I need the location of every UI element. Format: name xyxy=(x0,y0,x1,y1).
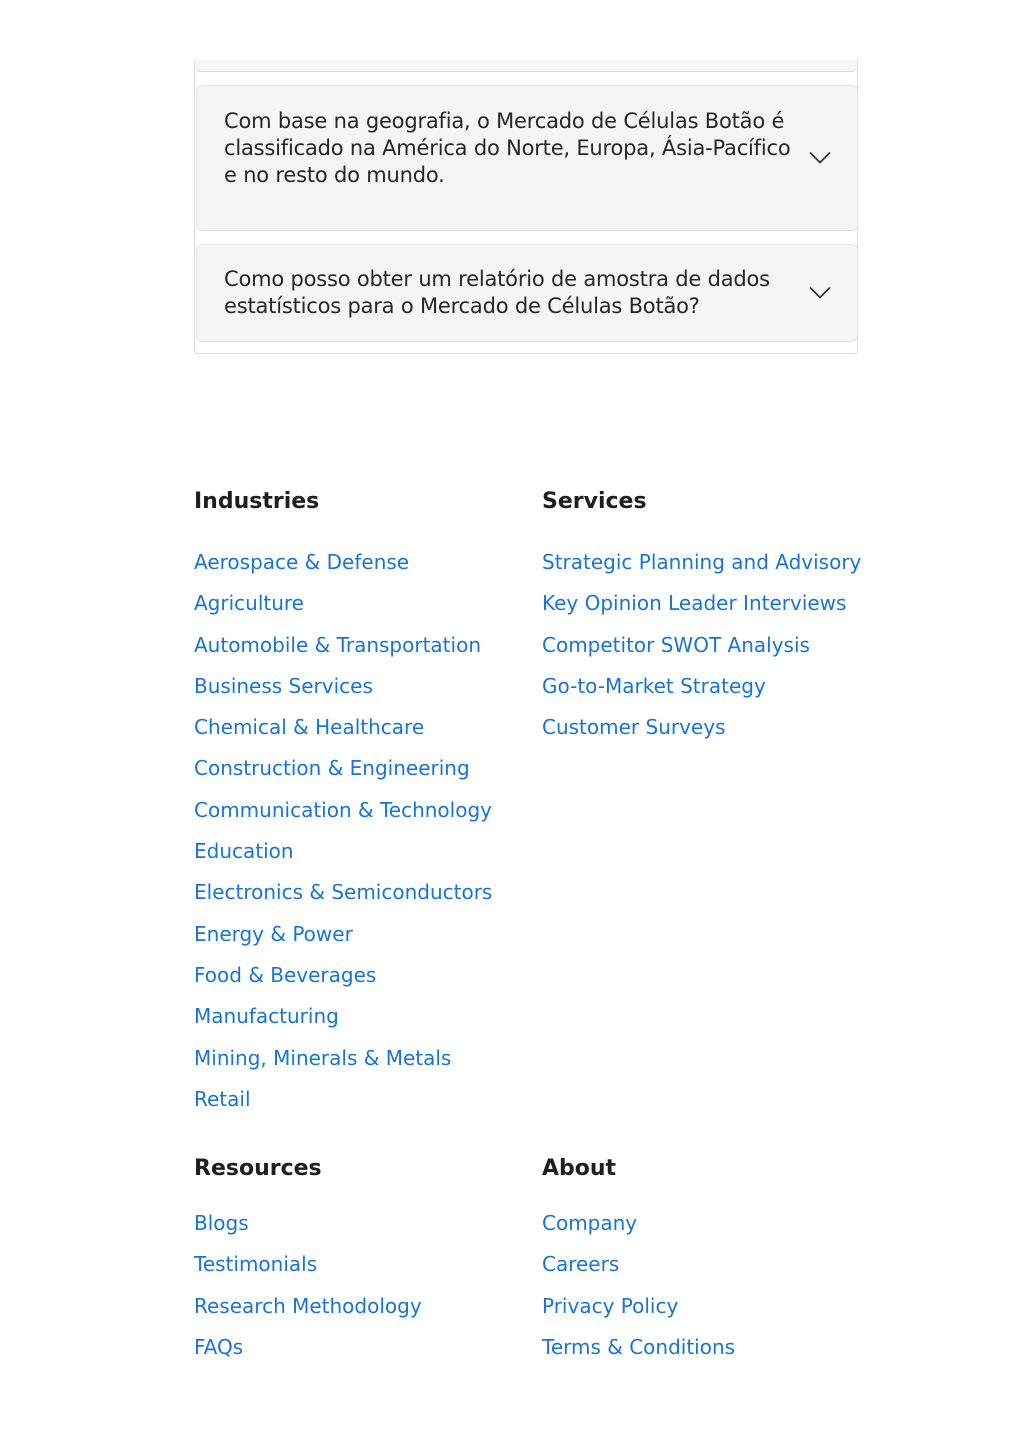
industry-link-food[interactable]: Food & Beverages xyxy=(194,962,377,987)
faq-accordion xyxy=(194,60,858,354)
industry-link-retail[interactable]: Retail xyxy=(194,1086,251,1111)
footer-heading-services: Services xyxy=(542,489,647,514)
industry-link-automobile[interactable]: Automobile & Transportation xyxy=(194,632,481,657)
industry-link-manufacturing[interactable]: Manufacturing xyxy=(194,1004,339,1029)
footer-heading-about: About xyxy=(542,1156,617,1181)
industry-link-business-services[interactable]: Business Services xyxy=(194,673,373,698)
chevron-down-icon[interactable] xyxy=(809,286,831,300)
faq-item-previous[interactable] xyxy=(195,60,857,72)
resource-link-research-methodology[interactable]: Research Methodology xyxy=(194,1293,422,1318)
service-link-kol-interviews[interactable]: Key Opinion Leader Interviews xyxy=(542,591,847,616)
resource-link-blogs[interactable]: Blogs xyxy=(194,1211,249,1235)
faq-item[interactable] xyxy=(196,244,858,342)
faq-question: Com base na geografia, o Mercado de Células Botão é classificado na América do Norte, Europa, Ásia-Pacífico e no resto do mundo. xyxy=(224,109,791,187)
faq-question: Como posso obter um relatório de amostra de dados estatísticos para o Mercado de Células Botão? xyxy=(224,267,770,318)
industry-link-communication[interactable]: Communication & Technology xyxy=(194,797,492,822)
faq-item[interactable] xyxy=(196,85,858,231)
resource-link-testimonials[interactable]: Testimonials xyxy=(194,1252,318,1277)
industry-link-education[interactable]: Education xyxy=(194,839,294,864)
services-links xyxy=(542,549,872,755)
industry-link-agriculture[interactable]: Agriculture xyxy=(194,591,304,616)
footer-heading-resources: Resources xyxy=(194,1156,322,1181)
service-link-swot[interactable]: Competitor SWOT Analysis xyxy=(542,632,810,657)
industry-link-chemical[interactable]: Chemical & Healthcare xyxy=(194,715,425,740)
industry-link-aerospace[interactable]: Aerospace & Defense xyxy=(194,550,410,574)
chevron-down-icon[interactable] xyxy=(809,151,831,165)
service-link-strategic-planning[interactable]: Strategic Planning and Advisory xyxy=(542,550,862,574)
about-link-terms[interactable]: Terms & Conditions xyxy=(542,1334,736,1359)
footer-heading-industries: Industries xyxy=(194,489,320,514)
resources-links xyxy=(194,1210,524,1375)
about-link-careers[interactable]: Careers xyxy=(542,1252,620,1277)
industry-link-construction[interactable]: Construction & Engineering xyxy=(194,756,470,781)
industry-link-mining[interactable]: Mining, Minerals & Metals xyxy=(194,1045,452,1070)
footer-resources xyxy=(194,1155,524,1375)
footer-industries xyxy=(194,488,524,1127)
industry-link-electronics[interactable]: Electronics & Semiconductors xyxy=(194,880,493,905)
service-link-customer-surveys[interactable]: Customer Surveys xyxy=(542,715,726,740)
resource-link-faqs[interactable]: FAQs xyxy=(194,1334,244,1359)
service-link-go-to-market[interactable]: Go-to-Market Strategy xyxy=(542,673,766,698)
footer-about xyxy=(542,1155,872,1375)
industries-links xyxy=(194,549,524,1127)
industry-link-energy[interactable]: Energy & Power xyxy=(194,921,353,946)
about-link-company[interactable]: Company xyxy=(542,1211,638,1235)
about-links xyxy=(542,1210,872,1375)
footer-services xyxy=(542,488,872,755)
about-link-privacy-policy[interactable]: Privacy Policy xyxy=(542,1293,679,1318)
